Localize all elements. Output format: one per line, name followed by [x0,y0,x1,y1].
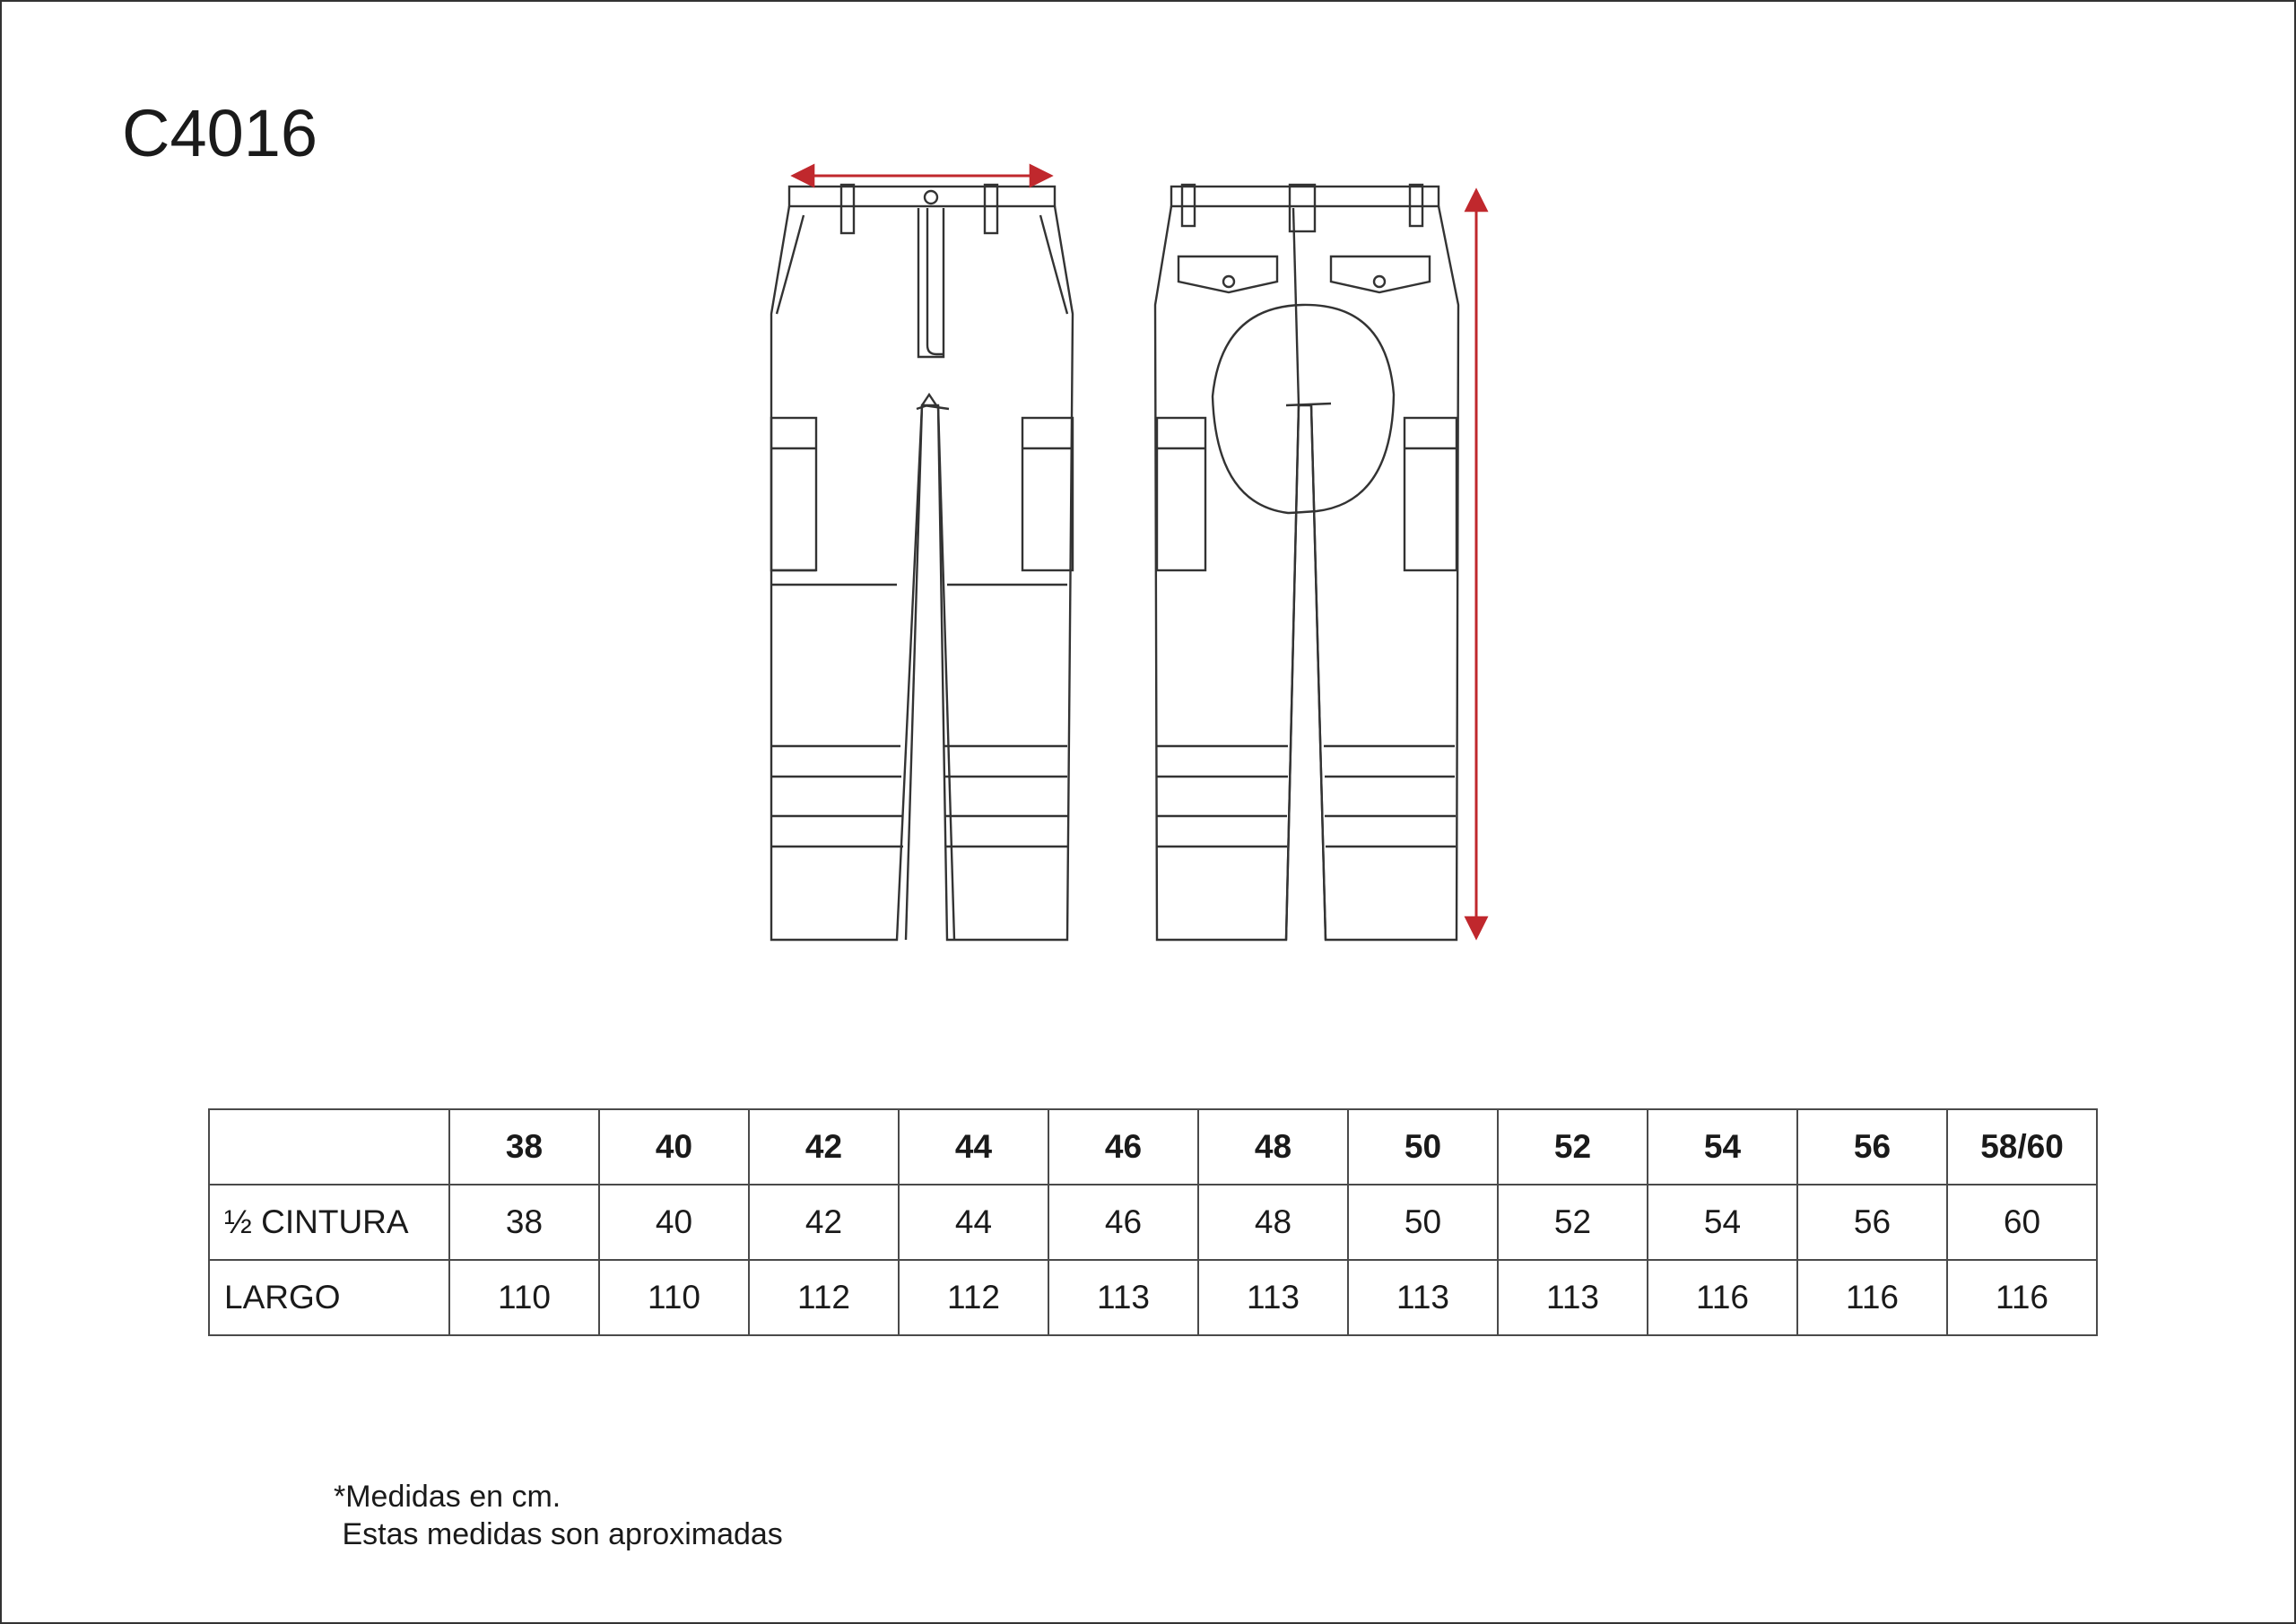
table-cell: 40 [599,1185,749,1260]
table-cell: 116 [1947,1260,2097,1335]
note-approximate: Estas medidas son aproximadas [334,1517,783,1551]
table-cell: 38 [449,1185,599,1260]
size-header-cell: 38 [449,1109,599,1185]
size-header-row [209,1109,2097,1185]
table-cell: 54 [1648,1185,1797,1260]
table-cell: 44 [899,1185,1048,1260]
table-cell: 116 [1648,1260,1797,1335]
table-cell: 56 [1797,1185,1947,1260]
table-cell: 42 [749,1185,899,1260]
table-cell: 46 [1048,1185,1198,1260]
measurement-notes [334,1478,783,1553]
size-header-cell: 58/60 [1947,1109,2097,1185]
size-table [208,1108,2098,1336]
size-header-cell: 56 [1797,1109,1947,1185]
table-cell: 110 [599,1260,749,1335]
size-header-cell: 50 [1348,1109,1498,1185]
size-header-cell: 44 [899,1109,1048,1185]
size-header-cell: 54 [1648,1109,1797,1185]
pants-back-illustration [1155,185,1458,940]
table-cell: 113 [1198,1260,1348,1335]
table-row-length [209,1260,2097,1335]
pants-front-illustration [771,185,1073,940]
row-label: LARGO [209,1260,449,1335]
table-cell: 113 [1348,1260,1498,1335]
table-cell: 110 [449,1260,599,1335]
table-cell: 116 [1797,1260,1947,1335]
table-cell: 112 [899,1260,1048,1335]
table-cell: 48 [1198,1185,1348,1260]
size-header-cell: 48 [1198,1109,1348,1185]
size-header-cell: 40 [599,1109,749,1185]
table-cell: 113 [1498,1260,1648,1335]
table-cell: 113 [1048,1260,1198,1335]
table-cell: 50 [1348,1185,1498,1260]
table-cell: 52 [1498,1185,1648,1260]
table-row-half-waist [209,1185,2097,1260]
size-header-cell: 52 [1498,1109,1648,1185]
product-code: C4016 [122,96,318,170]
row-label: ½ CINTURA [209,1185,449,1260]
corner-cell [209,1109,449,1185]
table-cell: 60 [1947,1185,2097,1260]
note-units: *Medidas en cm. [334,1480,561,1514]
size-header-cell: 46 [1048,1109,1198,1185]
table-cell: 112 [749,1260,899,1335]
size-header-cell: 42 [749,1109,899,1185]
